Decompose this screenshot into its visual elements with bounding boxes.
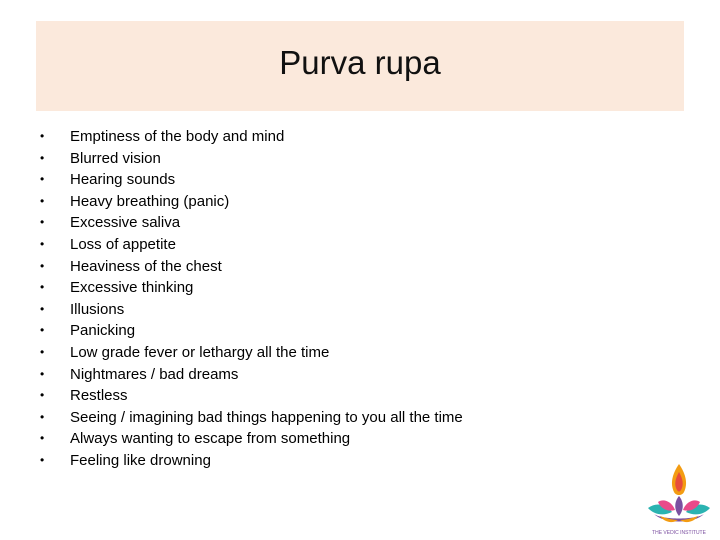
bullet-icon: •: [40, 280, 45, 295]
list-item-text: Blurred vision: [70, 149, 161, 167]
list-item-text: Low grade fever or lethargy all the time: [70, 343, 330, 361]
list-item-text: Seeing / imagining bad things happening to you all the time: [70, 408, 463, 426]
bullet-icon: •: [40, 366, 45, 381]
list-item-text: Excessive saliva: [70, 214, 181, 232]
list-item-text: Emptiness of the body and mind: [70, 128, 285, 145]
bullet-icon: •: [40, 150, 45, 165]
bullet-icon: •: [40, 301, 45, 316]
list-item-text: Always wanting to escape from something: [70, 430, 351, 448]
slide-title: Purva rupa: [279, 44, 441, 81]
list-item-text: Heavy breathing (panic): [70, 192, 230, 210]
bullet-icon: •: [40, 431, 45, 446]
bullet-icon: •: [40, 323, 45, 338]
bullet-icon: •: [40, 236, 45, 251]
list-item-text: Illusions: [70, 300, 125, 318]
institute-logo: [640, 462, 718, 540]
logo-caption: THE VEDIC INSTITUTE: [652, 530, 706, 536]
list-item-text: Nightmares / bad dreams: [70, 365, 239, 383]
bullet-icon: •: [40, 129, 45, 143]
list-item-text: Loss of appetite: [70, 235, 176, 253]
bullet-icon: •: [40, 215, 45, 230]
bullet-icon: •: [40, 258, 45, 273]
bullet-icon: •: [40, 452, 45, 467]
list-item-text: Feeling like drowning: [70, 451, 211, 469]
petal-center: [675, 496, 683, 516]
list-item-text: Excessive thinking: [70, 279, 194, 297]
bullet-icon: •: [40, 344, 45, 359]
list-item-text: Hearing sounds: [70, 171, 176, 189]
diya-lamp-icon: [640, 462, 718, 540]
list-item-text: Panicking: [70, 322, 136, 340]
bullet-icon: •: [40, 172, 45, 187]
list-item-text: Restless: [70, 387, 128, 405]
bullet-icon: •: [40, 409, 45, 424]
title-band: [36, 21, 684, 111]
bullet-icon: •: [40, 193, 45, 208]
bullet-icon: •: [40, 388, 45, 403]
list-item-text: Heaviness of the chest: [70, 257, 222, 275]
